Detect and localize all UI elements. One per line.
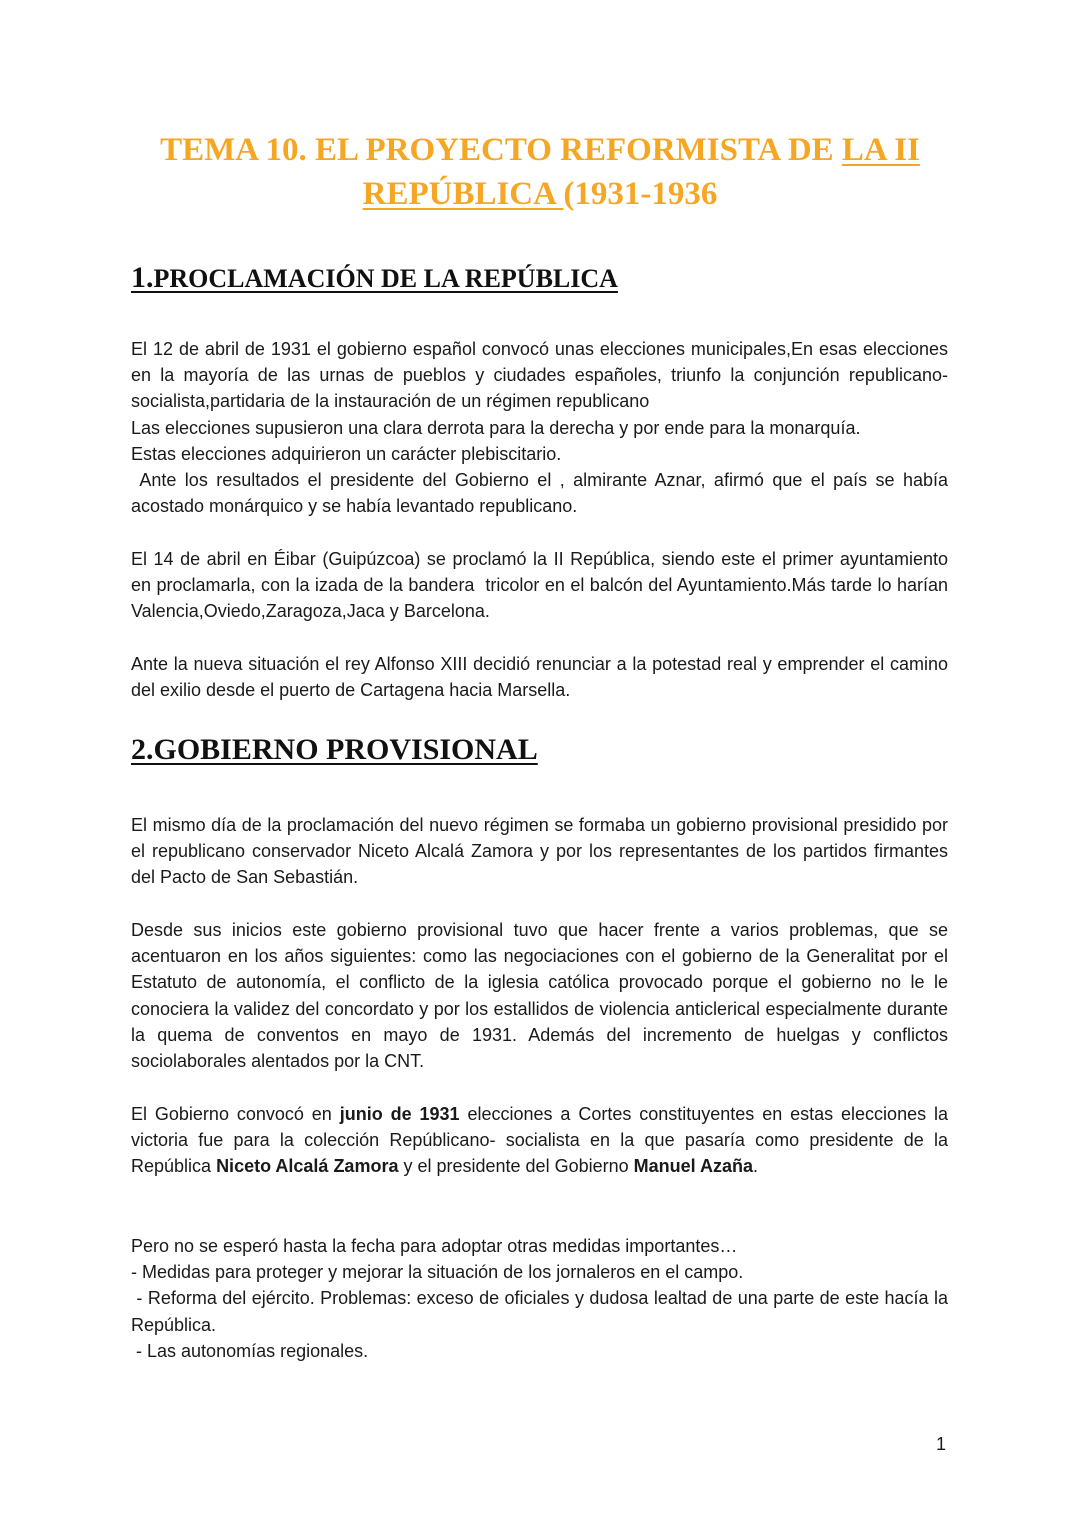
- paragraph-line: Desde sus inicios este gobierno provisional tuvo que hacer frente a varios problemas, que se acentuaron en los años siguientes: como las negociaciones con el gobierno de la Generalitat por el Estatuto de autonomía, el conflicto de la iglesia católica provocado porque el gobierno no le le conociera la validez del concordato y por los estallidos de violencia anticlerical especialmente durante la quema de conventos en mayo de 1931. Además del incremento de huelgas y conflictos sociolaborales alentados por la CNT.: [131, 920, 948, 1072]
- section-heading-text: GOBIERNO PROVISIONAL: [153, 733, 538, 766]
- bold-date: junio de 1931: [339, 1104, 460, 1124]
- page-number: 1: [936, 1434, 947, 1454]
- section-heading-text: PROCLAMACIÓN DE LA REPÚBLICA: [153, 264, 618, 293]
- section-number: 1.: [131, 261, 154, 294]
- text-segment: elecciones a Cortes constituyentes en estas elecciones la victoria fue para la colección Repúblicano- socialista en la que pasaría como presidente de la República: [131, 1104, 948, 1177]
- list-item: - Las autonomías regionales.: [131, 1340, 369, 1361]
- paragraph-line: Ante los resultados el presidente del Gobierno el , almirante Aznar, afirmó que el país se había acostado monárquico y se había levantado republicano.: [131, 470, 953, 517]
- section-heading-2: [131, 730, 538, 770]
- paragraph-line: Pero no se esperó hasta la fecha para adoptar otras medidas importantes…: [131, 1236, 738, 1256]
- paragraph: [131, 651, 948, 703]
- paragraph: [131, 1101, 948, 1180]
- paragraph: [131, 336, 953, 519]
- paragraph: [131, 812, 948, 891]
- paragraph-line: Ante la nueva situación el rey Alfonso XIII decidió renunciar a la potestad real y emprender el camino del exilio desde el puerto de Cartagena hacia Marsella.: [131, 654, 948, 701]
- text-segment: y el presidente del Gobierno: [398, 1156, 634, 1177]
- paragraph: [131, 917, 948, 1074]
- paragraph-line: El 12 de abril de 1931 el gobierno español convocó unas elecciones municipales,En esas elecciones en la mayoría de las urnas de pueblos y ciudades españoles, triunfo la conjunción republicano-socialista,partidaria de la instauración de un régimen republicano: [131, 339, 948, 412]
- list-item: - Reforma del ejército. Problemas: exceso de oficiales y dudosa lealtad de una parte de este hacía la República.: [131, 1288, 953, 1335]
- title-part-2: LA II: [841, 132, 920, 168]
- paragraph: [131, 546, 954, 625]
- paragraph-line: El mismo día de la proclamación del nuevo régimen se formaba un gobierno provisional presidido por el republicano conservador Niceto Alcalá Zamora y por los representantes de los partidos firmantes del Pacto de San Sebastián.: [131, 815, 948, 888]
- text-segment: .: [752, 1156, 758, 1177]
- paragraph-line: Las elecciones supusieron una clara derrota para la derecha y por ende para la monarquía.: [131, 417, 861, 438]
- bold-name: Manuel Azaña: [633, 1156, 753, 1177]
- paragraph-line: El 14 de abril en Éibar (Guipúzcoa) se proclamó la II República, siendo este el primer ayuntamiento en proclamarla, con la izada de la bandera tricolor en el balcón del Ayuntamiento.Más tarde lo harían Valencia,Oviedo,Zaragoza,Jaca y Barcelona.: [131, 549, 954, 622]
- bold-name: Niceto Alcalá Zamora: [216, 1156, 399, 1177]
- title-part-1: TEMA 10. EL PROYECTO REFORMISTA DE: [160, 132, 842, 168]
- paragraph-line: Estas elecciones adquirieron un carácter plebiscitario.: [131, 443, 562, 464]
- section-heading-1: [131, 261, 618, 296]
- paragraph: [131, 1233, 953, 1364]
- title-part-3: REPÚBLICA: [362, 176, 564, 212]
- section-number: 2.: [131, 733, 154, 766]
- text-segment: El Gobierno convocó en: [131, 1104, 340, 1124]
- list-item: - Medidas para proteger y mejorar la situación de los jornaleros en el campo.: [131, 1262, 744, 1283]
- title-part-4: (1931-1936: [563, 176, 718, 212]
- page-title: [130, 128, 950, 216]
